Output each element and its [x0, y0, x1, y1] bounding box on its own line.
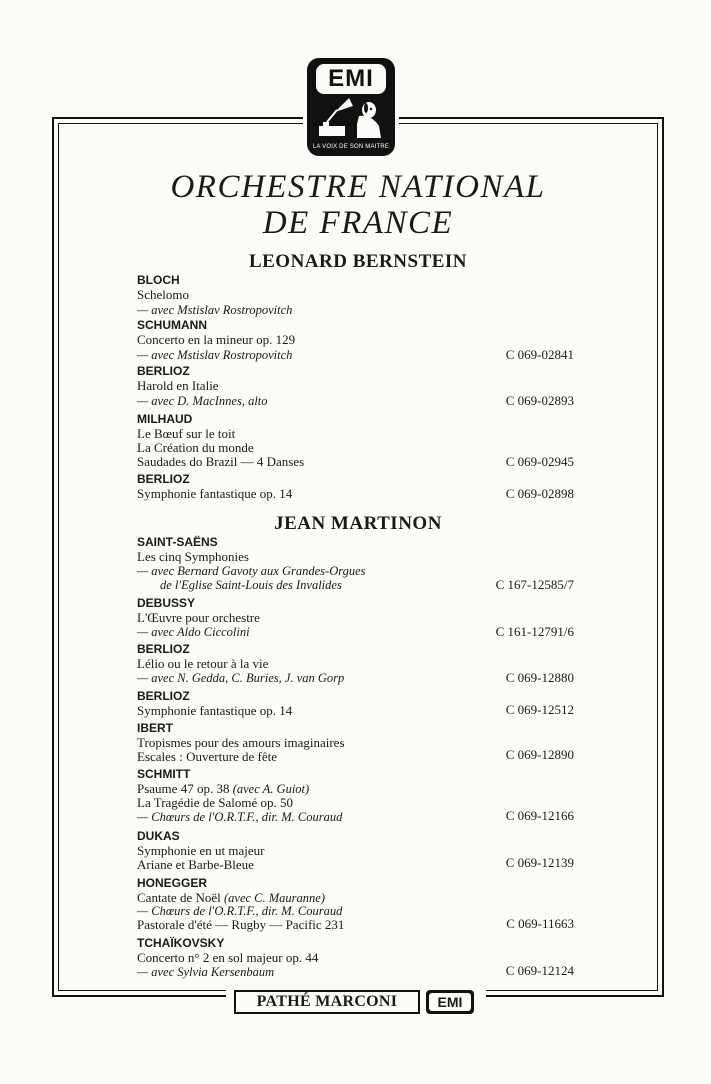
work-title: Escales : Ouverture de fête [137, 749, 278, 764]
work-title-row [137, 782, 309, 796]
work-title-row [137, 891, 325, 905]
composer: SCHUMANN [137, 318, 207, 332]
composer: BERLIOZ [137, 472, 190, 486]
composer: SCHMITT [137, 767, 191, 781]
composer: MILHAUD [137, 412, 193, 426]
composer: BLOCH [137, 273, 180, 287]
catalog-number: C 069-12880 [505, 670, 574, 685]
work-title: La Création du monde [137, 440, 254, 455]
composer: DEBUSSY [137, 596, 196, 610]
composer: SAINT-SAËNS [137, 535, 218, 549]
work-title: Tropismes pour des amours imaginaires [137, 735, 345, 750]
work-title: Ariane et Barbe-Bleue [137, 857, 254, 872]
performer-line: de l'Eglise Saint-Louis des Invalides [160, 578, 342, 592]
catalog-number: C 069-02893 [505, 393, 574, 408]
logo-badge [307, 58, 395, 156]
work-title: L'Œuvre pour orchestre [137, 610, 260, 625]
catalog-number: C 069-12512 [505, 702, 574, 717]
work-note: (avec A. Guiot) [232, 782, 310, 796]
work-title: Schelomo [137, 287, 189, 302]
dog-gramophone-icon [313, 96, 389, 142]
performer-line: — Chœurs de l'O.R.T.F., dir. M. Couraud [137, 904, 343, 918]
catalog-number: C 069-02898 [505, 486, 574, 501]
performer-line: — avec Mstislav Rostropovitch [137, 348, 293, 362]
work-title: Psaume 47 op. 38 [137, 781, 230, 796]
footer-logos [226, 986, 486, 1020]
logo-brand: EMI [316, 64, 386, 94]
performer-line: — avec D. MacInnes, alto [137, 394, 268, 408]
work-title: Concerto n° 2 en sol majeur op. 44 [137, 950, 319, 965]
catalog-number: C 069-12890 [505, 747, 574, 762]
work-title: Lélio ou le retour à la vie [137, 656, 269, 671]
catalog-number: C 161-12791/6 [495, 624, 574, 639]
catalog-number: C 069-12124 [505, 963, 574, 978]
performer-line: — avec N. Gedda, C. Buries, J. van Gorp [137, 671, 345, 685]
composer: BERLIOZ [137, 642, 190, 656]
work-title: Symphonie en ut majeur [137, 843, 265, 858]
work-title: Les cinq Symphonies [137, 549, 249, 564]
work-title: Cantate de Noël [137, 890, 221, 905]
composer: DUKAS [137, 829, 180, 843]
work-title: Concerto en la mineur op. 129 [137, 332, 296, 347]
performer-line: — avec Bernard Gavoty aux Grandes-Orgues [137, 564, 366, 578]
composer: BERLIOZ [137, 364, 190, 378]
title-line-2: DE FRANCE [262, 205, 454, 241]
pathe-marconi-logo: PATHÉ MARCONI [234, 990, 420, 1014]
catalog-number: C 069-02945 [505, 454, 574, 469]
work-title: Saudades do Brazil — 4 Danses [137, 454, 305, 469]
catalog-number: C 069-12166 [505, 808, 574, 823]
work-title: Pastorale d'été — Rugby — Pacific 231 [137, 917, 345, 932]
conductor-martinon: JEAN MARTINON [274, 513, 442, 534]
performer-line: — Chœurs de l'O.R.T.F., dir. M. Couraud [137, 810, 343, 824]
work-title: Symphonie fantastique op. 14 [137, 703, 293, 718]
footer-emi-text: EMI [429, 993, 471, 1011]
composer: BERLIOZ [137, 689, 190, 703]
work-title: La Tragédie de Salomé op. 50 [137, 795, 293, 810]
composer: HONEGGER [137, 876, 208, 890]
catalog-number: C 069-11663 [506, 916, 574, 931]
performer-line: — avec Sylvia Kersenbaum [137, 965, 275, 979]
catalog-number: C 167-12585/7 [495, 577, 574, 592]
emi-logo [303, 56, 399, 160]
title-line-1: ORCHESTRE NATIONAL [170, 169, 546, 205]
composer: TCHAÏKOVSKY [137, 936, 225, 950]
work-note: (avec C. Mauranne) [224, 891, 326, 905]
composer: IBERT [137, 721, 173, 735]
work-title: Harold en Italie [137, 378, 219, 393]
catalog-number: C 069-02841 [505, 347, 574, 362]
conductor-bernstein: LEONARD BERNSTEIN [248, 251, 468, 272]
catalog-number: C 069-12139 [505, 855, 574, 870]
footer-emi-logo [426, 990, 474, 1014]
performer-line: — avec Mstislav Rostropovitch [137, 303, 293, 317]
work-title: Symphonie fantastique op. 14 [137, 486, 293, 501]
work-title: Le Bœuf sur le toit [137, 426, 236, 441]
performer-line: — avec Aldo Ciccolini [137, 625, 250, 639]
logo-motto: LA VOIX DE SON MAITRE [312, 144, 390, 150]
